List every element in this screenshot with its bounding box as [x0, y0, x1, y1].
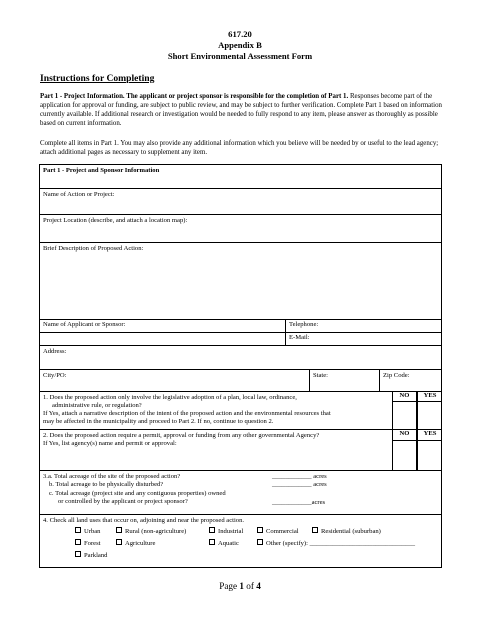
question-1-line-3: If Yes, attach a narrative description of the intent of the proposed action and the environmental resources that — [43, 410, 331, 417]
email-field[interactable] — [285, 333, 441, 345]
land-use-commercial-label: Commercial — [266, 528, 299, 535]
address-field[interactable] — [40, 346, 441, 370]
land-use-commercial[interactable] — [257, 528, 299, 536]
question-3b: b. Total acreage to be physically disturbed? — [49, 481, 164, 488]
q1-yes-checkbox[interactable] — [417, 402, 442, 430]
part1-heading-row — [40, 165, 441, 189]
address-label: Address: — [43, 348, 67, 355]
project-location-label: Project Location (describe, and attach a location map): — [43, 217, 188, 224]
page-footer — [0, 581, 480, 591]
q2-no-box[interactable]: NO — [392, 430, 417, 441]
land-use-residential[interactable] — [312, 528, 381, 536]
land-use-rural-label: Rural (non-agriculture) — [125, 528, 187, 535]
land-use-other-label: Other (specify): ________________________________ — [266, 540, 416, 547]
acres-a-field[interactable]: ____________ acres — [272, 473, 327, 480]
question-4: 4. Check all land uses that occur on, adjoining and near the proposed action. — [43, 517, 245, 524]
email-label: E-Mail: — [289, 334, 310, 341]
question-1-row — [40, 392, 441, 430]
land-use-aquatic-label: Aquatic — [218, 540, 239, 547]
telephone-field[interactable] — [285, 320, 441, 332]
checkbox-icon — [116, 539, 122, 545]
land-use-industrial-label: Industrial — [218, 528, 244, 535]
q2-no-checkbox[interactable] — [392, 441, 417, 471]
project-location-field[interactable] — [40, 215, 441, 243]
acres-b-field[interactable]: ____________ acres — [272, 481, 327, 488]
brief-description-field[interactable] — [40, 243, 441, 320]
question-3c-line-1: c. Total acreage (project site and any contiguous properties) owned — [49, 490, 226, 497]
land-use-urban[interactable] — [75, 528, 100, 536]
instructions-paragraph-1 — [40, 93, 442, 129]
zip-field[interactable] — [379, 370, 441, 391]
land-use-agriculture[interactable] — [116, 540, 155, 548]
question-3a: 3.a. Total acreage of the site of the proposed action? — [43, 473, 181, 480]
appendix-label: Appendix B — [218, 40, 262, 50]
question-2-row — [40, 430, 441, 471]
part1-rest-text: Responses become part of the application for approval or funding, are subject to public review, and may be subject to further verification. Complete Part 1 based on information currently available. If additional research or investigation would be needed to fully respond to any item, please answer as thoroughly as possible based on current information. — [40, 93, 442, 127]
land-use-parkland-label: Parkland — [84, 552, 108, 559]
land-use-industrial[interactable] — [209, 528, 243, 536]
q1-no-box[interactable]: NO — [392, 392, 417, 402]
state-label: State: — [313, 372, 329, 379]
land-use-urban-label: Urban — [84, 528, 101, 535]
question-2-line-1: 2. Does the proposed action require a permit, approval or funding from any other governmental Agency? — [43, 432, 320, 439]
checkbox-icon — [209, 527, 215, 533]
checkbox-icon — [75, 527, 81, 533]
land-use-aquatic[interactable] — [209, 540, 239, 548]
page-number: 1 — [239, 581, 244, 591]
applicant-row — [40, 320, 441, 333]
instructions-paragraph-2: Complete all items in Part 1. You may also provide any additional information which you believe will be needed by or useful to the lead agency; attach additional pages as necessary to supplement any item. — [40, 140, 439, 156]
checkbox-icon — [75, 551, 81, 557]
land-use-forest[interactable] — [75, 540, 100, 548]
land-use-rural[interactable] — [116, 528, 186, 536]
checkbox-icon — [257, 539, 263, 545]
city-label: City/PO: — [43, 372, 67, 379]
question-3c-line-2: or controlled by the applicant or project sponsor? — [58, 498, 188, 505]
name-of-action-label: Name of Action or Project: — [43, 191, 115, 198]
q2-yes-checkbox[interactable] — [417, 441, 442, 471]
checkbox-icon — [257, 527, 263, 533]
checkbox-icon — [312, 527, 318, 533]
acres-c-field[interactable]: ____________acres — [272, 499, 326, 506]
page-total: 4 — [256, 581, 261, 591]
applicant-name-label: Name of Applicant or Sponsor: — [43, 321, 126, 328]
state-field[interactable] — [309, 370, 379, 391]
brief-description-label: Brief Description of Proposed Action: — [43, 245, 144, 252]
question-1-line-2: administrative rule, or regulation? — [52, 402, 142, 409]
question-4-row — [40, 515, 441, 567]
telephone-label: Telephone: — [289, 321, 319, 328]
land-use-forest-label: Forest — [84, 540, 101, 547]
question-1-line-1: 1. Does the proposed action only involve the legislative adoption of a plan, local law, ordinance, — [43, 394, 297, 401]
city-state-zip-row — [40, 370, 441, 392]
question-2-line-2: If Yes, list agency(s) name and permit or approval: — [43, 440, 177, 447]
form-title: Short Environmental Assessment Form — [167, 51, 313, 61]
q1-no-checkbox[interactable] — [392, 402, 417, 430]
checkbox-icon — [75, 539, 81, 545]
part1-bold-text: Part 1 - Project Information. The applicant or project sponsor is responsible for the completion of Part 1. — [40, 93, 349, 100]
email-row — [40, 333, 441, 346]
part1-form — [39, 164, 442, 568]
land-use-parkland[interactable] — [75, 552, 107, 560]
page-word: Page — [219, 581, 240, 591]
checkbox-icon — [116, 527, 122, 533]
part1-heading: Part 1 - Project and Sponsor Information — [43, 167, 160, 174]
instructions-heading: Instructions for Completing — [40, 73, 155, 84]
q1-yes-box[interactable]: YES — [417, 392, 442, 402]
land-use-residential-label: Residential (suburban) — [321, 528, 381, 535]
zip-label: Zip Code: — [383, 372, 410, 379]
question-3-row — [40, 471, 441, 515]
of-word: of — [243, 581, 257, 591]
name-of-action-field[interactable] — [40, 189, 441, 215]
section-number: 617.20 — [228, 29, 252, 39]
land-use-agriculture-label: Agriculture — [125, 540, 156, 547]
question-1-line-4: may be affected in the municipality and proceed to Part 2. If no, continue to question 2. — [43, 418, 274, 425]
q2-yes-box[interactable]: YES — [417, 430, 442, 441]
checkbox-icon — [209, 539, 215, 545]
land-use-other[interactable] — [257, 540, 415, 548]
